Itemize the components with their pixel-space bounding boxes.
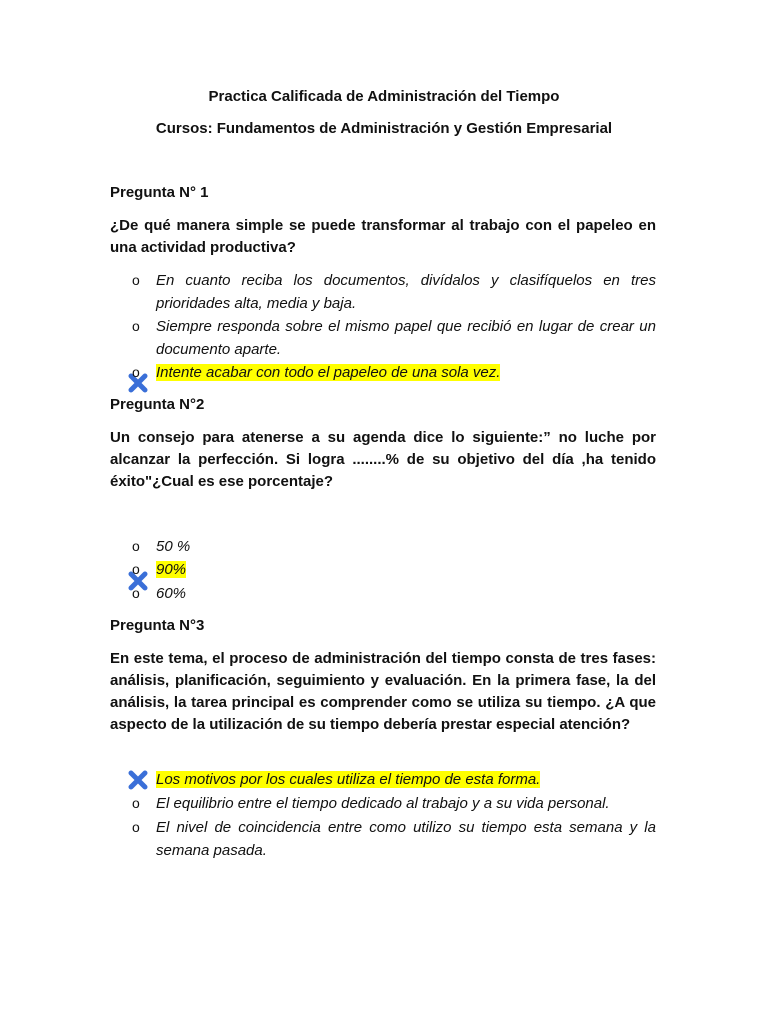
bullet-icon: o — [132, 795, 140, 811]
question-2-option-1[interactable] — [132, 535, 656, 558]
bullet-icon: o — [132, 318, 140, 334]
question-3-heading: Pregunta N°3 — [110, 617, 205, 634]
question-2-heading: Pregunta N°2 — [110, 396, 205, 413]
question-1-option-2[interactable] — [132, 315, 656, 361]
bullet-icon: o — [132, 538, 140, 554]
bullet-icon: o — [132, 272, 140, 288]
document-title: Practica Calificada de Administración del Tiempo — [208, 88, 560, 105]
option-label: 60% — [156, 585, 187, 602]
question-2-text: Un consejo para atenerse a su agenda dice lo siguiente:” no luche por alcanzar la perfección. Si logra ........% de su objetivo del día ,ha tenido éxito"¿Cual es ese porcentaje? — [110, 429, 656, 490]
question-2-option-3[interactable] — [132, 582, 656, 605]
question-3-option-3[interactable] — [132, 816, 656, 862]
question-2-option-2-selected[interactable] — [132, 558, 656, 581]
question-3-option-2[interactable] — [132, 792, 656, 815]
option-label-highlighted: Intente acabar con todo el papeleo de una sola vez. — [156, 364, 501, 381]
question-3-text: En este tema, el proceso de administración del tiempo consta de tres fases: análisis, planificación, seguimiento y evaluación. En la primera fase, la del análisis, la tarea principal es comprender como se utiliza su tiempo. ¿A que aspecto de la utilización de su tiempo debería prestar especial atención? — [110, 650, 656, 733]
bullet-icon: o — [132, 585, 140, 601]
question-1-option-3-selected[interactable] — [132, 361, 656, 384]
bullet-icon: o — [132, 364, 140, 380]
bullet-icon: o — [132, 819, 140, 835]
question-1-option-1[interactable] — [132, 269, 656, 315]
option-label: El nivel de coincidencia entre como utilizo su tiempo esta semana y la semana pasada. — [156, 819, 656, 859]
question-3-option-1-selected[interactable] — [132, 768, 656, 791]
question-1-heading: Pregunta N° 1 — [110, 184, 209, 201]
option-label: Siempre responda sobre el mismo papel que recibió en lugar de crear un documento aparte. — [156, 318, 656, 358]
document-subtitle: Cursos: Fundamentos de Administración y Gestión Empresarial — [155, 120, 613, 137]
option-label-highlighted: Los motivos por los cuales utiliza el tiempo de esta forma. — [156, 771, 541, 788]
option-label: 50 % — [156, 538, 191, 555]
option-label-highlighted: 90% — [156, 561, 187, 578]
bullet-icon: o — [132, 561, 140, 577]
option-label: El equilibrio entre el tiempo dedicado al trabajo y a su vida personal. — [156, 795, 610, 812]
question-1-text: ¿De qué manera simple se puede transformar al trabajo con el papeleo en una actividad productiva? — [110, 217, 656, 256]
option-label: En cuanto reciba los documentos, divídalos y clasifíquelos en tres prioridades alta, media y baja. — [156, 272, 656, 312]
